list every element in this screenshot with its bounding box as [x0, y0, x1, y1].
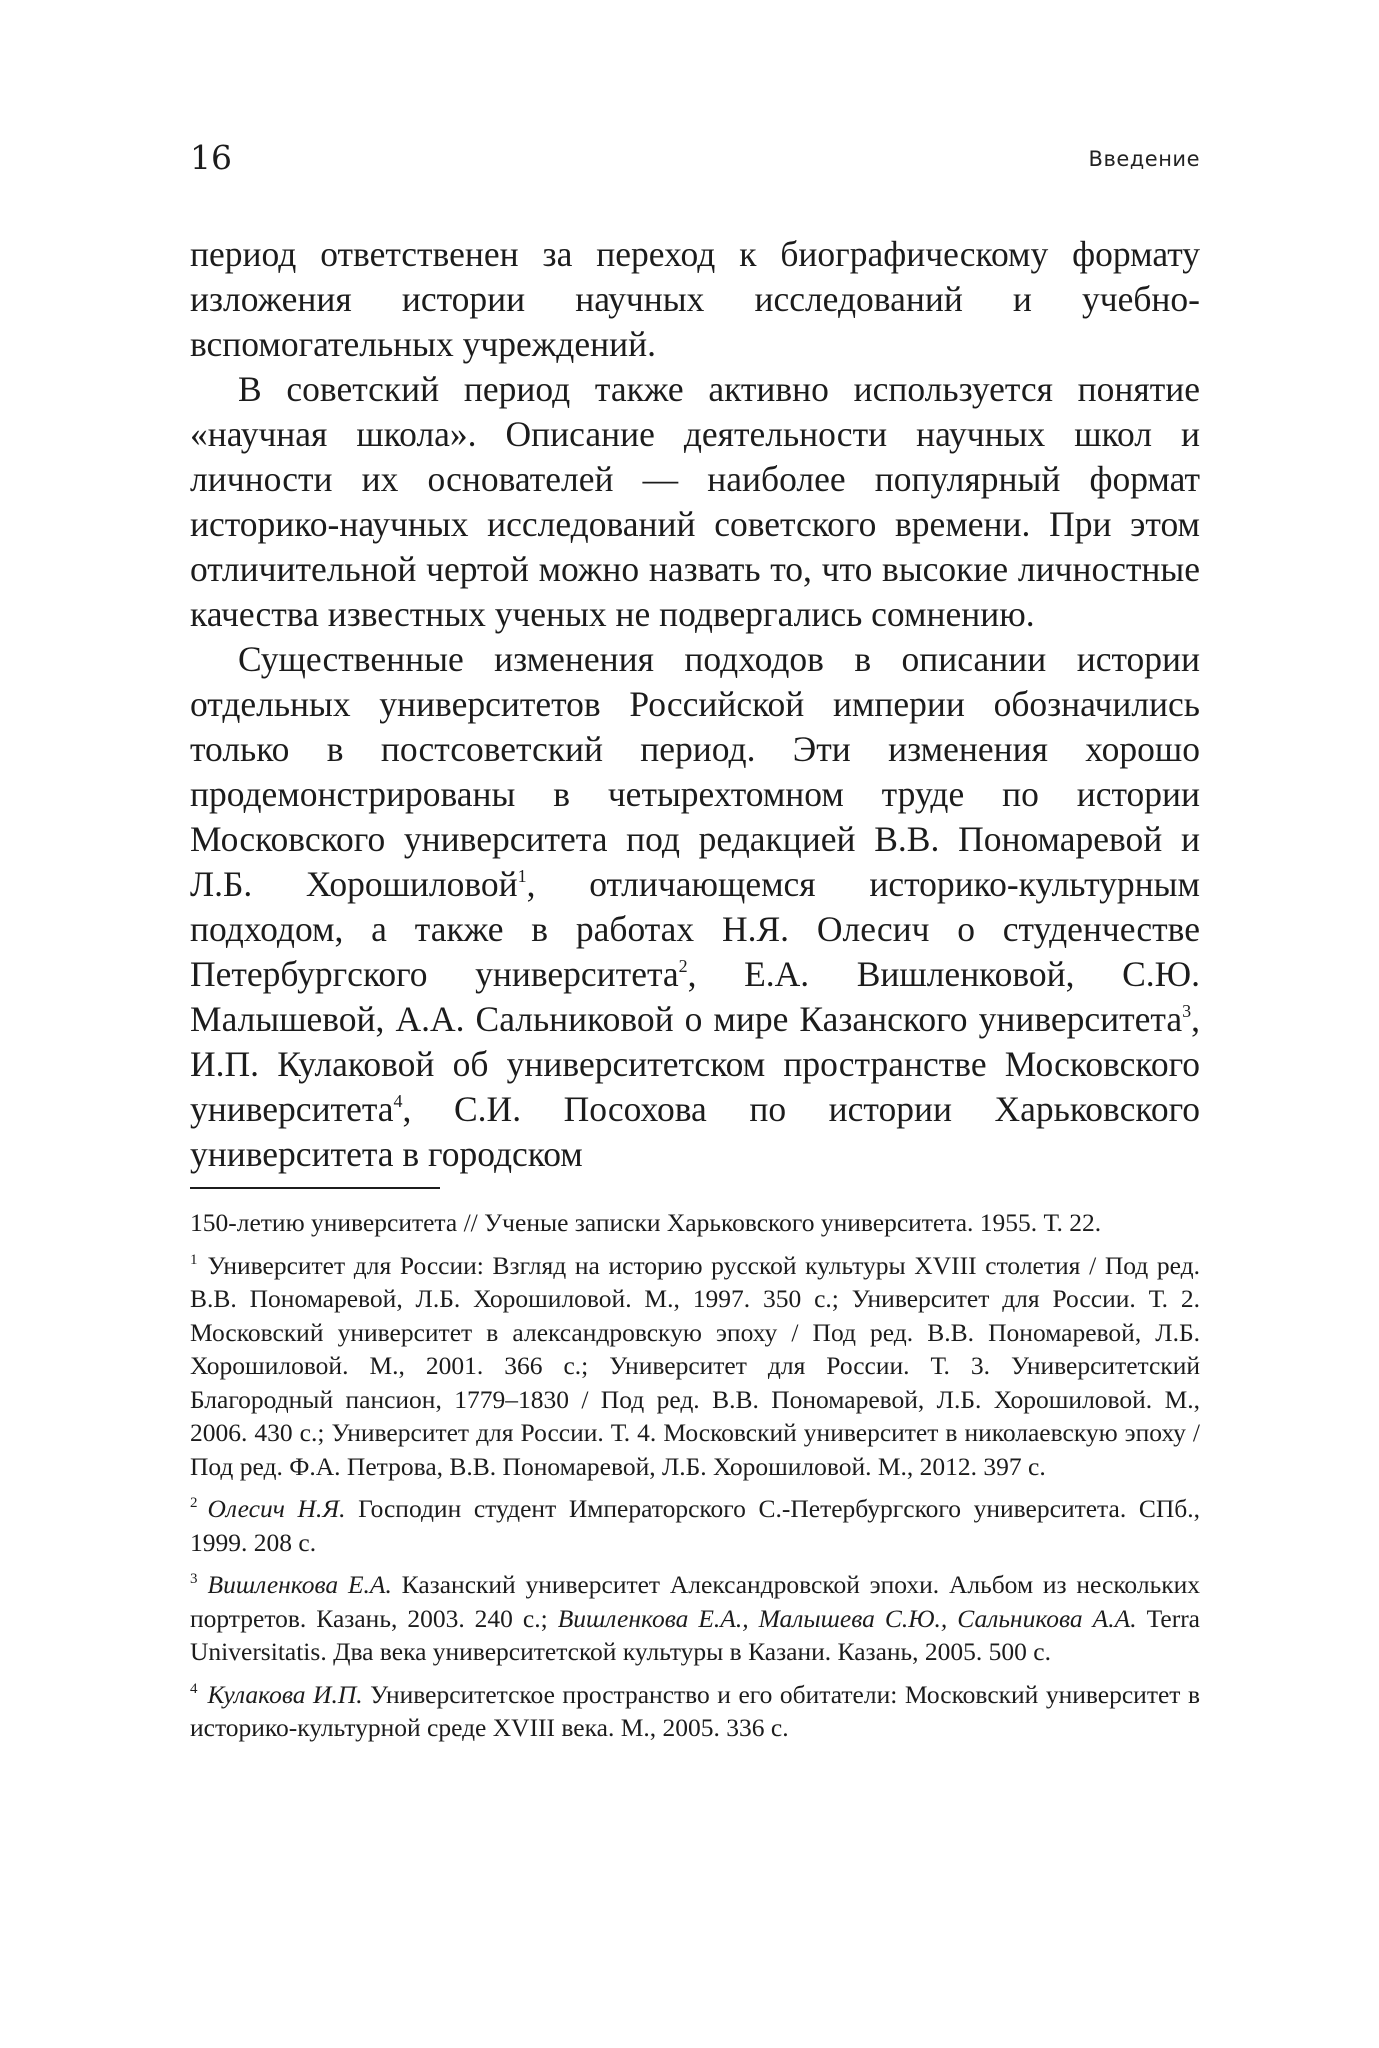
main-text [190, 232, 1200, 1177]
footnote-3-text-1: Казанский университет Александровской эпохи. Альбом из нескольких портретов. Казань, 2003. 240 с.; [190, 1570, 1200, 1633]
footnote-3-number: 3 [190, 1571, 198, 1587]
footnote-3-text-2: Terra Universitatis. Два века университетской культуры в Казани. Казань, 2005. 500 с. [190, 1603, 1200, 1666]
footnote-4-number: 4 [190, 1680, 198, 1697]
footnote-ref-2[interactable]: 2 [678, 956, 688, 976]
footnote-2-text: Господин студент Императорского С.-Петербургского университета. СПб., 1999. 208 с. [190, 1494, 1200, 1557]
footnote-2 [190, 1492, 1200, 1559]
page-number: 16 [190, 138, 232, 177]
paragraph-3-text-3: , Е.А. Вишленковой, С.Ю. Малышевой, А.А. Сальниковой о мире Казанского университета [190, 954, 1200, 1039]
footnotes [190, 1206, 1200, 1754]
book-page [190, 0, 1200, 2048]
footnote-3 [190, 1568, 1200, 1669]
footnote-3-author-1: Вишленкова Е.А. [207, 1570, 392, 1599]
paragraph-3-text-5: , С.И. Посохова по истории Харьковского университета в городском [190, 1089, 1200, 1174]
paragraph-3-text-1: Существенные изменения подходов в описании истории отдельных университетов Российской империи обозначились только в постсоветский период. Эти изменения хорошо продемонстрированы в четырехтомном труде по истории Московского университета под редакцией В.В. Пономаревой и Л.Б. Хорошиловой [190, 639, 1200, 904]
footnote-ref-4[interactable]: 4 [393, 1091, 403, 1111]
footnote-continued: 150-летию университета // Ученые записки Харьковского университета. 1955. Т. 22. [190, 1208, 1102, 1237]
paragraph-2: В советский период также активно используется понятие «научная школа». Описание деятельности научных школ и личности их основателей — наиболее популярный формат историко-научных исследований советского времени. При этом отличительной чертой можно назвать то, что высокие личностные качества известных ученых не подвергались сомнению. [190, 369, 1200, 634]
paragraph-3 [190, 637, 1200, 1177]
paragraph-3-text-2: , отличающемся историко-культурным подходом, а также в работах Н.Я. Олесич о студенчестве Петербургского университета [190, 864, 1200, 994]
footnote-1 [190, 1249, 1200, 1484]
page-header [190, 138, 1200, 178]
footnote-1-text: Университет для России: Взгляд на историю русской культуры XVIII столетия / Под ред. В.В. Пономаревой, Л.Б. Хорошиловой. М., 1997. 350 с.; Университет для России. Т. 2. Московский университет в александровскую эпоху / Под ред. В.В. Пономаревой, Л.Б. Хорошиловой. М., 2001. 366 с.; Университет для России. Т. 3. Университетский Благородный пансион, 1779–1830 / Под ред. В.В. Пономаревой, Л.Б. Хорошиловой. М., 2006. 430 с.; Университет для России. Т. 4. Московский университет в николаевскую эпоху / Под ред. Ф.А. Петрова, В.В. Пономаревой, Л.Б. Хорошиловой. М., 2012. 397 с. [190, 1250, 1200, 1481]
running-head: Введение [1088, 147, 1200, 171]
footnote-4-author: Кулакова И.П. [207, 1679, 363, 1709]
paragraph-1: период ответственен за переход к биографическому формату изложения истории научных исследований и учебно-вспомогательных учреждений. [190, 234, 1200, 364]
footnote-ref-3[interactable]: 3 [1182, 1001, 1192, 1021]
footnote-2-author: Олесич Н.Я. [207, 1494, 346, 1523]
footnote-2-number: 2 [190, 1495, 198, 1511]
footnote-3-author-2: Вишленкова Е.А., Малышева С.Ю., Сальникова А.А. [557, 1603, 1137, 1633]
footnote-4 [190, 1678, 1200, 1745]
footnote-1-number: 1 [190, 1251, 198, 1268]
footnote-separator [190, 1187, 440, 1189]
footnote-4-text: Университетское пространство и его обитатели: Московский университет в историко-культурной среде XVIII века. М., 2005. 336 с. [190, 1679, 1200, 1742]
footnote-ref-1[interactable]: 1 [517, 866, 527, 886]
paragraph-3-text-4: , И.П. Кулаковой об университетском пространстве Московского университета [190, 999, 1200, 1129]
